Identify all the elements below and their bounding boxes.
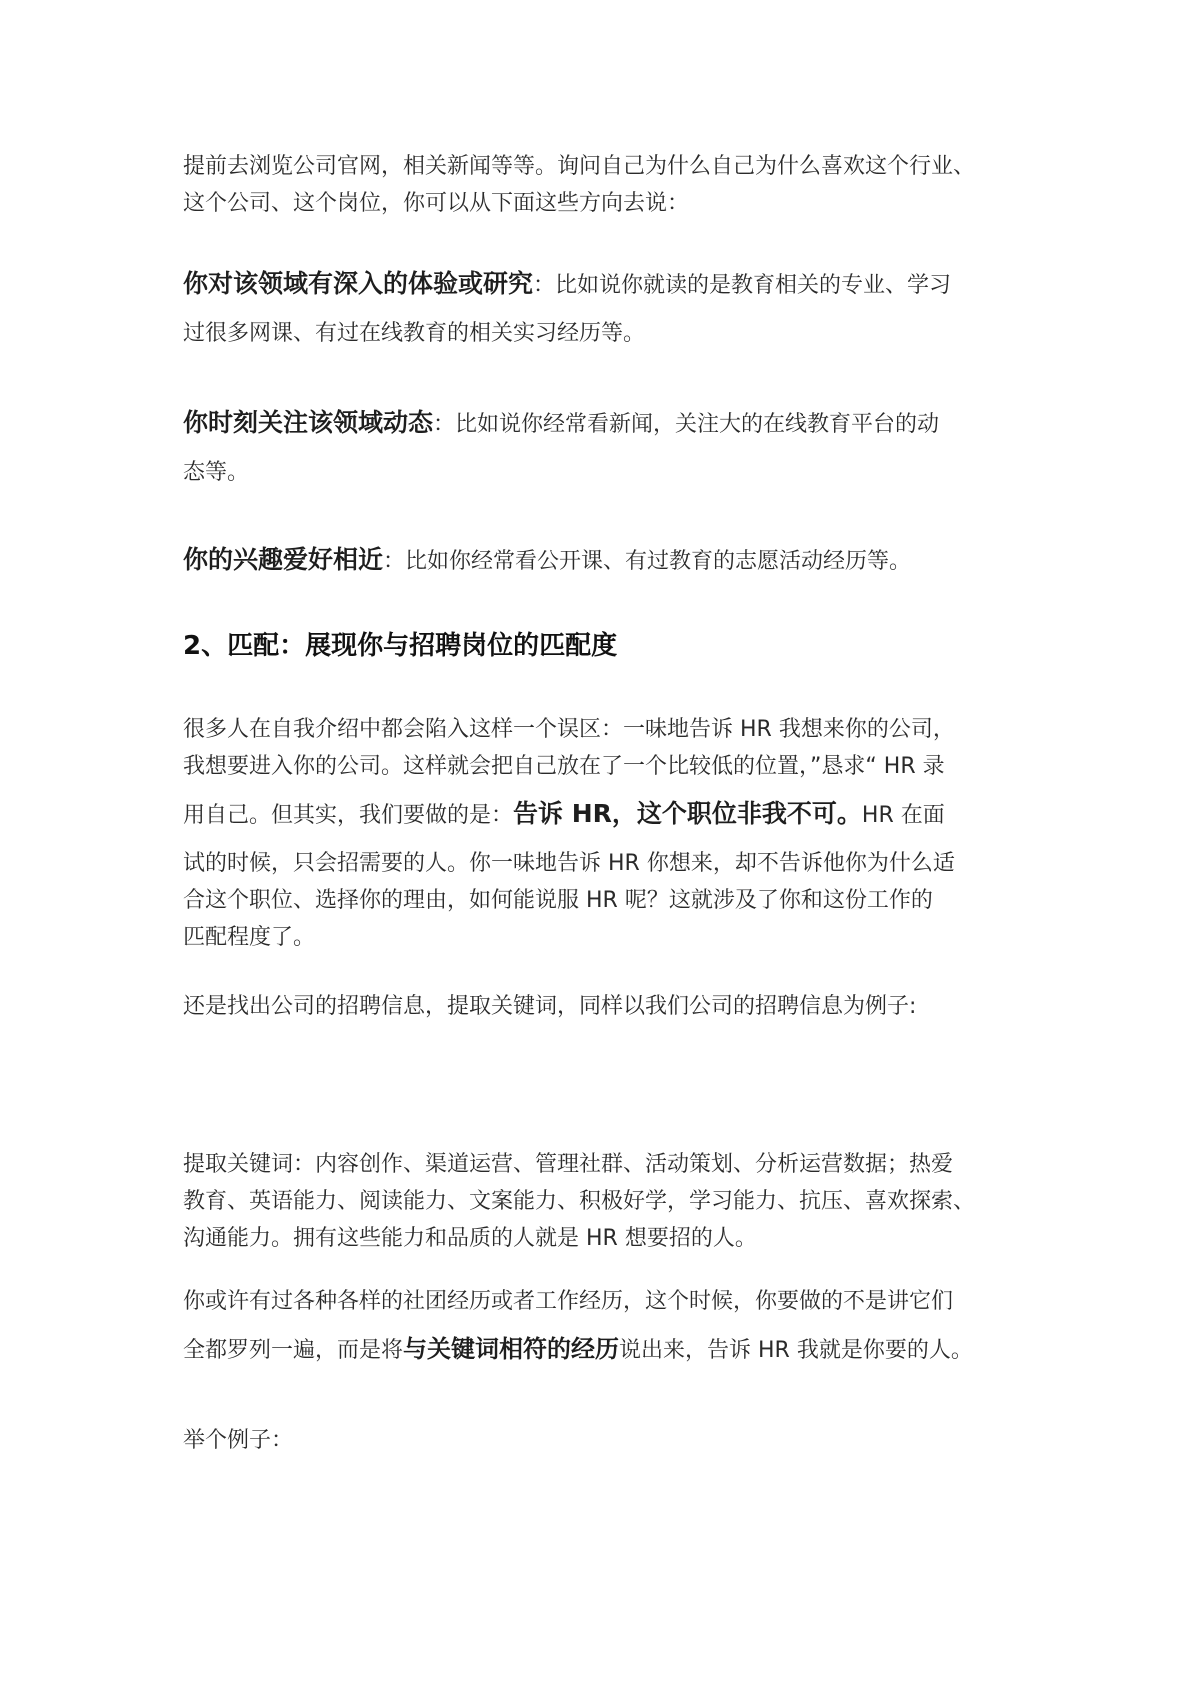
point-follow-trends-text: ：比如说你经常看新闻，关注大的在线教育平台的动 bbox=[433, 412, 940, 437]
mistake-line-3-end: HR 在面 bbox=[861, 803, 945, 828]
example-paragraph bbox=[183, 1422, 1023, 1459]
point-deep-experience-line-1 bbox=[183, 255, 1023, 315]
point-deep-experience-line-2: 过很多网课、有过在线教育的相关实习经历等。 bbox=[183, 321, 646, 346]
experience-line-1: 你或许有过各种各样的社团经历或者工作经历，这个时候，你要做的不是讲它们 bbox=[183, 1289, 954, 1314]
keywords-line-1: 提取关键词：内容创作、渠道运营、管理社群、活动策划、分析运营数据；热爱 bbox=[183, 1152, 954, 1177]
experience-line-2 bbox=[183, 1320, 1023, 1380]
point-follow-trends bbox=[183, 394, 1023, 491]
point-deep-experience bbox=[183, 255, 1023, 352]
mistake-line-5: 合这个职位、选择你的理由，如何能说服 HR 呢？这就涉及了你和这份工作的 bbox=[183, 888, 933, 913]
point-interests-lead: 你的兴趣爱好相近 bbox=[183, 545, 384, 574]
keywords-line-2: 教育、英语能力、阅读能力、文案能力、积极好学，学习能力、抗压、喜欢探索、 bbox=[183, 1189, 976, 1214]
example-line-1: 举个例子： bbox=[183, 1428, 294, 1453]
point-interests-text: ：比如你经常看公开课、有过教育的志愿活动经历等。 bbox=[383, 549, 912, 574]
experience-paragraph bbox=[183, 1283, 1023, 1380]
recruit-info-line-1: 还是找出公司的招聘信息，提取关键词，同样以我们公司的招聘信息为例子: bbox=[183, 994, 917, 1019]
point-interests bbox=[183, 531, 1023, 591]
intro-line-1: 提前去浏览公司官网，相关新闻等等。询问自己为什么自己为什么喜欢这个行业、 bbox=[183, 154, 976, 179]
intro-paragraph bbox=[183, 148, 1023, 222]
experience-line-2-emphasis: 与关键词相符的经历 bbox=[403, 1335, 620, 1363]
section-heading: 2、匹配：展现你与招聘岗位的匹配度 bbox=[183, 631, 618, 661]
mistake-line-1: 很多人在自我介绍中都会陷入这样一个误区：一味地告诉 HR 我想来你的公司， bbox=[183, 717, 955, 742]
mistake-line-3-emphasis: 告诉 HR，这个职位非我不可。 bbox=[513, 799, 862, 828]
mistake-paragraph bbox=[183, 711, 1023, 956]
point-follow-trends-line-1 bbox=[183, 394, 1023, 454]
point-follow-trends-lead: 你时刻关注该领域动态 bbox=[183, 408, 434, 437]
mistake-line-6: 匹配程度了。 bbox=[183, 925, 316, 950]
mistake-line-3-start: 用自己。但其实，我们要做的是： bbox=[183, 803, 514, 828]
point-deep-experience-text: ：比如说你就读的是教育相关的专业、学习 bbox=[533, 273, 952, 298]
experience-line-2-end: 说出来，告诉 HR 我就是你要的人。 bbox=[619, 1338, 973, 1363]
point-follow-trends-line-2: 态等。 bbox=[183, 460, 250, 485]
recruit-info-paragraph bbox=[183, 988, 1023, 1025]
experience-line-2-start: 全都罗列一遍，而是将 bbox=[183, 1338, 404, 1363]
mistake-line-4: 试的时候，只会招需要的人。你一味地告诉 HR 你想来，却不告诉他你为什么适 bbox=[183, 851, 955, 876]
mistake-line-3 bbox=[183, 785, 1023, 845]
keywords-paragraph bbox=[183, 1146, 1023, 1257]
point-deep-experience-lead: 你对该领域有深入的体验或研究 bbox=[183, 269, 534, 298]
keywords-line-3: 沟通能力。拥有这些能力和品质的人就是 HR 想要招的人。 bbox=[183, 1226, 757, 1251]
mistake-line-2: 我想要进入你的公司。这样就会把自己放在了一个比较低的位置，”恳求“ HR 录 bbox=[183, 754, 945, 779]
point-interests-line-1 bbox=[183, 531, 1023, 591]
intro-line-2: 这个公司、这个岗位，你可以从下面这些方向去说： bbox=[183, 191, 690, 216]
